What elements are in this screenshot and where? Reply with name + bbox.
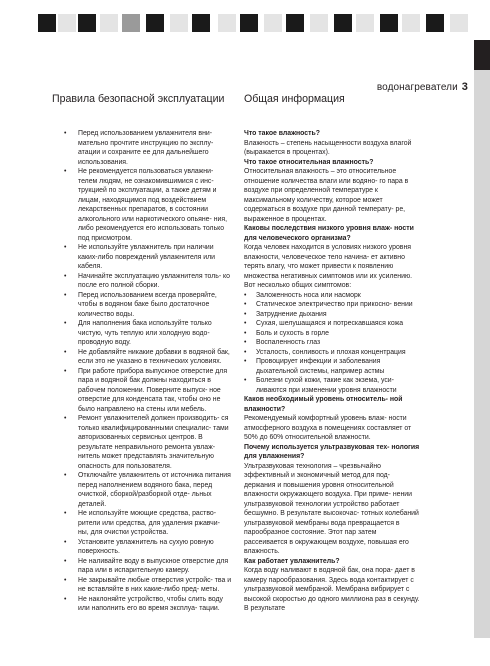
list-item: • Статическое электричество при прикосно- вении: [244, 300, 420, 310]
registration-square: [58, 14, 76, 32]
registration-square: [78, 14, 96, 32]
symptom-list: [244, 291, 420, 396]
running-header: [377, 81, 468, 93]
list-item: • Не добавляйте никакие добавки в водяной бак, если это не указано в технических условиях.: [64, 348, 232, 367]
question-heading: Как работает увлажнитель?: [244, 557, 340, 565]
registration-square: [334, 14, 352, 32]
list-item: • Не используйте увлажнитель при наличии каких-либо повреждений увлажнителя или кабеля.: [64, 243, 232, 272]
page-number: 3: [461, 81, 468, 93]
answer-paragraph: Когда человек находится в условиях низкого уровня влажности, человеческое тело начина- ет активно терять влагу, что может привести к появлению множества негативных симптомов или их усилению.: [244, 244, 413, 280]
list-item: • Не рекомендуется пользоваться увлажни- телем людям, не ознакомившимися с инс- трукцией по эксплуатации, а также детям и лицам, находящимся под воздействием лекарственных препаратов, в состоянии алкогольного или наркотического опьяне- ния, либо рекомендуется его использовать только под присмотром.: [64, 167, 232, 243]
answer-paragraph: Влажность – степень насыщенности воздуха влагой (выражается в процентах).: [244, 139, 412, 156]
question-heading: Каков необходимый уровень относитель- ной влажности?: [244, 396, 403, 413]
list-item: • Провоцирует инфекции и заболевания дыхательной системы, например астмы: [244, 357, 420, 376]
margin-tab: [474, 40, 490, 70]
list-item: • Не наливайте воду в выпускное отверстие для пара или в испарительную камеру.: [64, 557, 232, 576]
registration-square: [240, 14, 258, 32]
list-item: • Перед использованием всегда проверяйте, чтобы в водяном баке было достаточное количество воды.: [64, 291, 232, 320]
list-item: • Не наклоняйте устройство, чтобы слить воду или наполнить его во время эксплуа- тации.: [64, 595, 232, 614]
list-item: • Воспаленность глаз: [244, 338, 420, 348]
registration-square: [122, 14, 140, 32]
question-heading: Что такое влажность?: [244, 130, 320, 137]
safety-title: Правила безопасной эксплуатации: [52, 93, 225, 105]
registration-square: [218, 14, 236, 32]
answer-paragraph: Рекомендуемый комфортный уровень влаж- ности атмосферного воздуха в помещениях составляет от 50% до 60% относительной влажности.: [244, 415, 412, 441]
list-item: • Болезни сухой кожи, такие как экзема, уси- ливаются при изменении уровня влажности: [244, 376, 420, 395]
list-item: • Для наполнения бака используйте только чистую, чуть теплую или холодную водо- проводную воду.: [64, 319, 232, 348]
margin-tab: [474, 70, 490, 638]
list-item: • Отключайте увлажнитель от источника питания перед наполнением водяного бака, перед очисткой, сборкой/разборкой отде- льных деталей.: [64, 471, 232, 509]
registration-square: [170, 14, 188, 32]
list-item: • При работе прибора выпускное отверстие для пара и водяной бак должны находиться в рабочем положении. Поверните выпуск- ное отверстие для конденсата так, чтобы оно не было направлено на стены или мебель.: [64, 367, 232, 415]
registration-square: [310, 14, 328, 32]
registration-square: [426, 14, 444, 32]
answer-paragraph: Относительная влажность – это относительное отношение количества влаги или водяно- го пара в воздухе при определенной температуре к максимальному количеству, которое может содержаться в воздухе при данной температу- ре, выраженное в процентах.: [244, 168, 409, 223]
list-item: • Заложенность носа или насморк: [244, 291, 420, 301]
section-name: водонагреватели: [376, 82, 458, 93]
general-info-body: [244, 129, 420, 614]
print-registration-bar: [0, 14, 490, 36]
registration-square: [146, 14, 164, 32]
registration-square: [286, 14, 304, 32]
registration-square: [38, 14, 56, 32]
list-item: • Перед использованием увлажнителя вни- мательно прочтите инструкцию по эксплу- атации и сохраните ее для дальнейшего использования.: [64, 129, 232, 167]
answer-paragraph: Когда воду наливают в водяной бак, она пopа- дает в камеру парообразования. Здесь вода контактирует с ультразвуковой мембраной. Мембрана вибрирует с высокой скоростью до одного миллиона раз в секунду. В результате: [244, 567, 420, 612]
list-item: • Начинайте эксплуатацию увлажнителя толь- ко после его полной сборки.: [64, 272, 232, 291]
general-info-title: Общая информация: [244, 93, 345, 105]
list-item: • Усталость, сонливость и плохая концентрация: [244, 348, 420, 358]
registration-square: [100, 14, 118, 32]
registration-square: [356, 14, 374, 32]
list-item: • Установите увлажнитель на сухую ровную поверхность.: [64, 538, 232, 557]
list-item: • Боль и сухость в горле: [244, 329, 420, 339]
list-item: • Ремонт увлажнителей должен производить- ся только квалифицированными специалис- тами авторизованных сервисных центров. В результате неправильного ремонта увлаж- нитель может представлять значительную опасность для пользователя.: [64, 414, 232, 471]
registration-square: [402, 14, 420, 32]
registration-square: [192, 14, 210, 32]
list-item: • Не используйте моющие средства, раство- рители или средства, для удаления ржавчи- ны, для очистки устройства.: [64, 509, 232, 538]
question-heading: Почему используется ультразвуковая тех- нология для увлажнения?: [244, 443, 420, 460]
safety-list: [64, 129, 232, 614]
question-heading: Что такое относительная влажность?: [244, 158, 374, 166]
list-item: • Сухая, шелушащаяся и потрескавшаяся кожа: [244, 319, 420, 329]
list-item: • Затруднение дыхания: [244, 310, 420, 320]
answer-paragraph: Ультразвуковая технология – чрезвычайно эффективный и экономичный метод для под- держания и повышения уровня относительной влажности окружающего воздуха. При приме- нении ультразвуковой технологии устройство работает бесшумно. В результате высокочас- тотных колебаний ультразвуковой мембраны вода превращается в парообразное состояние. Этот пар затем рассеивается в окружающем воздухе, повышая его влажность.: [244, 462, 419, 555]
list-item: • Не закрывайте любые отверстия устройс- тва и не вставляйте в них какие-либо пред- меты.: [64, 576, 232, 595]
question-heading: Каковы последствия низкого уровня влаж- ности для человеческого организма?: [244, 225, 414, 242]
registration-square: [264, 14, 282, 32]
answer-paragraph: Вот несколько общих симптомов:: [244, 282, 352, 289]
registration-square: [450, 14, 468, 32]
registration-square: [380, 14, 398, 32]
